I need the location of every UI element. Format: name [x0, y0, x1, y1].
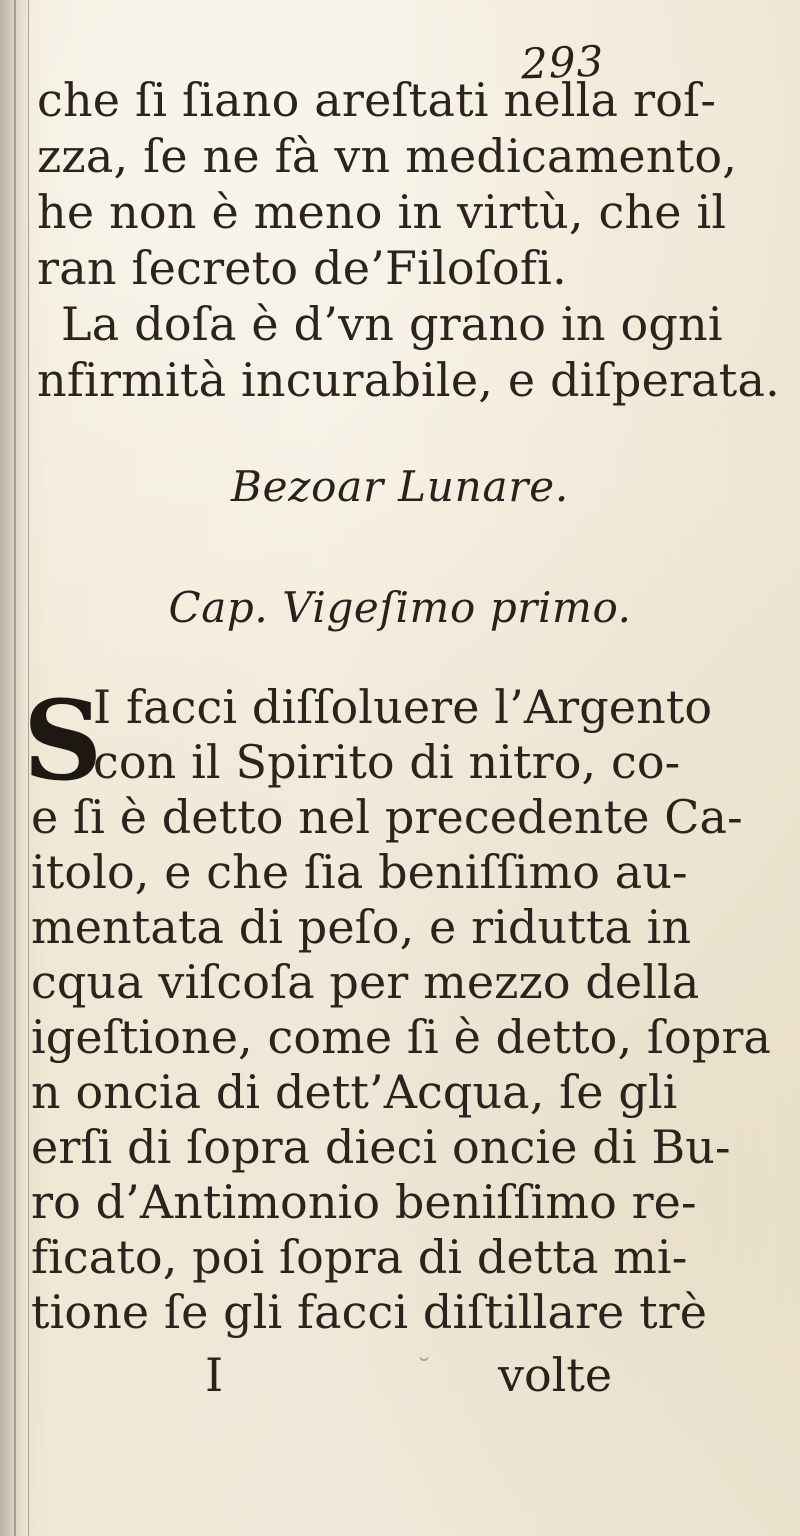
text-line: zza, ſe ne fà vn medicamento, — [37, 129, 738, 183]
chapter-body — [31, 680, 791, 1340]
chapter-line: ro d’Antimonio beniſſimo re- — [31, 1175, 697, 1229]
page-footer — [0, 1347, 800, 1407]
drop-capital: S — [23, 676, 103, 805]
page-number: 293 — [520, 36, 606, 89]
chapter-line: I facci diſſoluere l’Argento — [93, 680, 713, 734]
chapter-line: con il Spirito di nitro, co- — [93, 735, 681, 789]
catchword: volte — [498, 1348, 613, 1402]
chapter-line: itolo, e che ſia beniſſimo au- — [31, 845, 688, 899]
chapter-line: n oncia di dett’Acqua, ſe gli — [31, 1065, 678, 1119]
text-line: che ſi ſiano areſtati nella roſ- — [37, 73, 717, 127]
chapter-heading: Cap. Vigeſimo primo. — [168, 583, 632, 632]
text-line: La doſa è d’vn grano in ogni — [61, 297, 723, 351]
chapter-line: tione ſe gli facci diſtillare trè — [31, 1285, 708, 1339]
chapter-line: ficato, poi ſopra di detta mi- — [31, 1230, 688, 1284]
text-line: nfirmità incurabile, e diſperata. — [37, 353, 780, 407]
text-line: he non è meno in virtù, che il — [37, 185, 727, 239]
chapter-line: igeſtione, come ſi è detto, ſopra — [31, 1010, 771, 1064]
signature-mark: I — [205, 1348, 224, 1402]
opening-text — [31, 72, 791, 408]
chapter-line: e ſi è detto nel precedente Ca- — [31, 790, 743, 844]
text-line: ran ſecreto de’Filoſofi. — [37, 241, 567, 295]
binding-line — [14, 0, 16, 1536]
chapter-line: erſi di ſopra dieci oncie di Bu- — [31, 1120, 731, 1174]
chapter-line: mentata di peſo, e ridutta in — [31, 900, 692, 954]
chapter-line: cqua viſcoſa per mezzo della — [31, 955, 700, 1009]
section-heading: Bezoar Lunare. — [230, 462, 570, 511]
ink-mark: ˘ — [417, 1353, 431, 1386]
